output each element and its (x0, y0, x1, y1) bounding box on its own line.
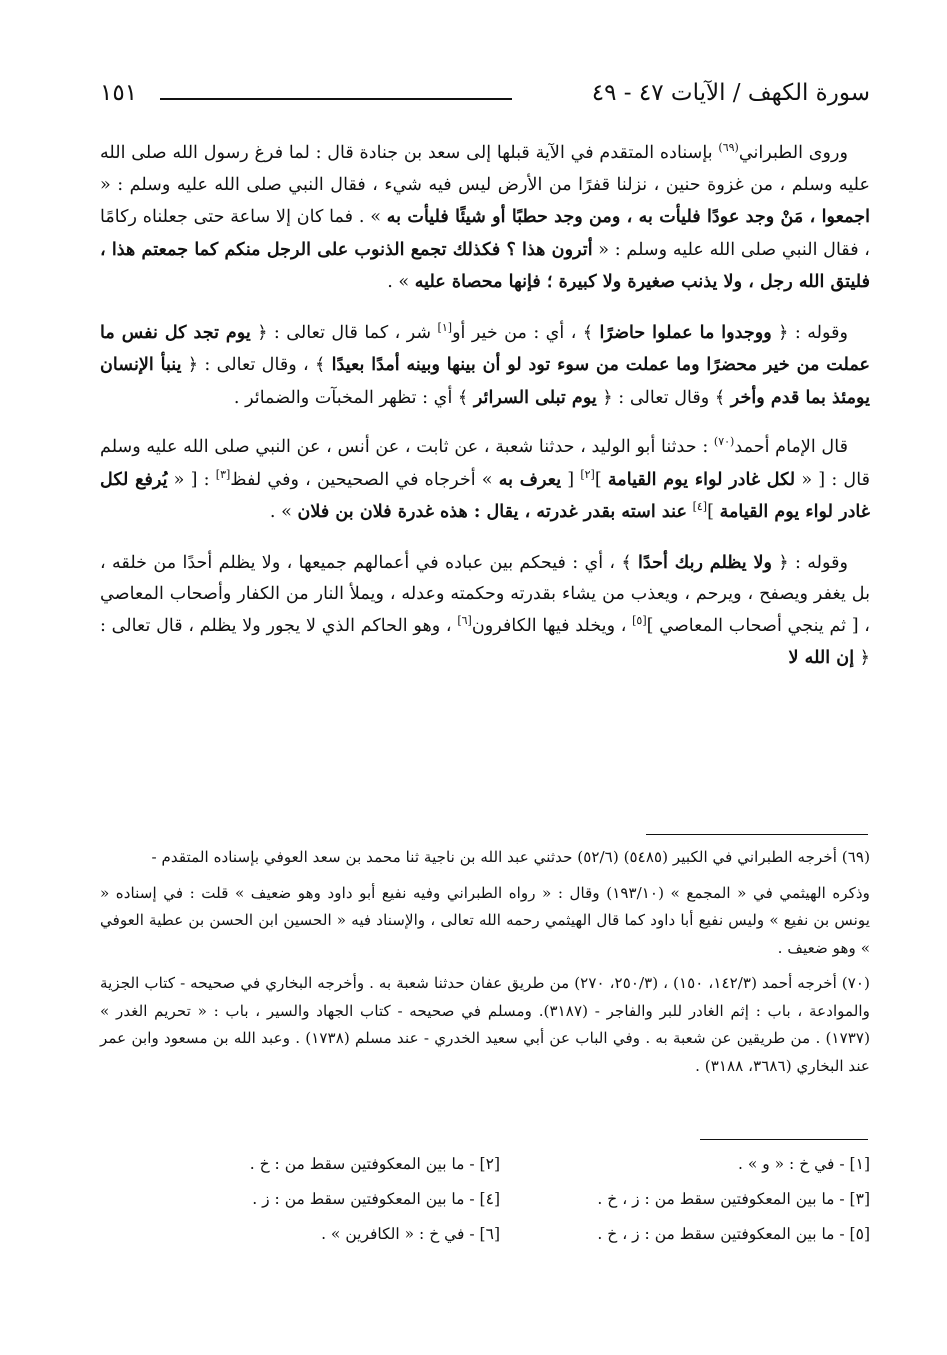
text-run: ] (707, 502, 720, 522)
text-run: ] (594, 469, 608, 490)
footnotes (100, 844, 870, 1088)
footnote-marker: [٢] (580, 467, 595, 481)
quoted-text: ووجدوا ما عملوا حاضرًا (599, 321, 772, 343)
main-text (100, 138, 870, 693)
quoted-text: يعرف به (498, 468, 562, 490)
footnote-marker: [٣] (215, 467, 231, 481)
text-run: بإسناده المتقدم في الآية قبلها إلى سعد بن جنادة قال : لما فرغ رسول الله صلى الله عليه وسلم ، من غزوة حنين ، نزلنا قفرًا من الأرض ليس فيه شيء ، فقال النبي صلى الله عليه وسلم : « (100, 143, 870, 195)
text-run: » . (387, 272, 415, 292)
quoted-text: يُرفع لكل غادر لواء يوم القيامة (100, 468, 870, 522)
paragraph-1 (100, 138, 870, 299)
text-run: [ (561, 469, 581, 490)
manuscript-variants (130, 1150, 870, 1249)
paragraph-2 (100, 317, 870, 415)
quoted-text: أترون هذا ؟ فكذلك تجمع الذنوب على الرجل منكم كما جمعتم هذا ، فليتق الله رجل ، ولا يذنب صغيرة ولا كبيرة ؛ فإنها محصاة عليه (100, 238, 870, 292)
variant-note-6: [٦] - في خ : « الكافرين » . (321, 1225, 500, 1243)
page-header (100, 80, 870, 114)
quoted-text: ولا يظلم ربك أحدًا (638, 551, 773, 573)
footnote-69-continued: وذكره الهيثمي في « المجمع » (١٩٣/١٠) وقال : « رواه الطبراني وفيه نفيع أبو داود وهو ضعيف » قلت : في إسناده « يونس بن نفيع » وليس نفيع أبا داود كما قال الهيثمي رحمه الله تعالى ، والإسناد فيه « الحسين ابن الحسن بن عطية العوفي » وهو ضعيف . (100, 883, 870, 957)
text-run: : حدثنا أبو الوليد ، حدثنا شعبة ، عن ثابت ، عن أنس ، عن النبي صلى الله عليه وسلم قال : [ « (100, 437, 870, 490)
footnote-marker: [٥] (632, 613, 647, 627)
text-run: وقوله : ﴿ (771, 322, 848, 343)
page-number: ١٥١ (100, 80, 138, 106)
variant-note-4: [٤] - ما بين المعكوفتين سقط من : ز . (252, 1190, 500, 1208)
quoted-text: لكل غادر لواء يوم القيامة (607, 468, 796, 490)
text-run: قال الإمام أحمد (734, 437, 848, 457)
text-run: : [ « (167, 469, 216, 490)
variants-divider (700, 1139, 868, 1140)
surah-title: سورة الكهف / الآيات ٤٧ - ٤٩ (591, 80, 870, 106)
text-run: ﴾ ، أي : من خير أو (452, 322, 600, 343)
quoted-text: يوم تبلى السرائر (473, 386, 597, 408)
text-run: ، وهو الحاكم الذي لا يجور ولا يظلم ، قال تعالى : ﴿ (100, 615, 870, 668)
text-run: ﴾ أي : تظهر المخبآت والضمائر . (233, 387, 474, 408)
quoted-text: ينبأ الإنسان يومئذ بما قدم وأخر (100, 354, 870, 408)
text-run: » . فما كان إلا ساعة حتى جعلناه ركامًا ، فقال النبي صلى الله عليه وسلم : « (100, 207, 870, 260)
text-run: ﴾ ، وقال تعالى : ﴿ (181, 355, 332, 375)
text-run: شر ، كما قال تعالى : ﴿ (250, 322, 438, 343)
variant-note-1: [١] - في خ : « و » . (737, 1155, 870, 1173)
quoted-text: اجمعوا ، مَنْ وجد عودًا فليأت به ، ومن وجد حطبًا أو شيئًا فليأت به (386, 206, 871, 227)
text-run: ﴾ وقال تعالى : ﴿ (596, 387, 731, 408)
footnote-marker: [٦] (457, 613, 472, 627)
footnote-70: (٧٠) أخرجه أحمد (١٤٢/٣، ١٥٠) ، (٢٥٠/٣، ٢٧٠) من طريق عفان حدثنا شعبة به . وأخرجه البخاري في صحيحه - كتاب الجزية والموادعة ، باب : إثم الغادر للبر والفاجر - (٣١٨٧). ومسلم في صحيحه - كتاب الجهاد والسير ، باب : « تحريم الغدر » (١٧٣٧) . من طريقين عن شعبة به . وفي الباب عن أبي سعيد الخدري - عند مسلم (١٧٣٨) . وعبد الله بن مسعود وابن عمر عند البخاري (٣٦٨٦، ٣١٨٨) . (100, 974, 870, 1075)
text-run: وقوله : ﴿ (772, 552, 848, 573)
quoted-text: إن الله لا (788, 647, 855, 668)
text-run: ﴾ ، أي : فيحكم بين عباده في أعمالهم جميعها ، ولا يظلم أحدًا من خلقه ، بل يغفر ويصفح ، ويرحم ، ويعذب من يشاء بقدرته وحكمته وعدله ، ويملأ النار من الكفار وأصحاب المعاصي ، [ ثم ينجي أصحاب المعاصي ] (100, 552, 870, 636)
paragraph-4 (100, 547, 870, 675)
footnote-marker: (٦٩) (718, 141, 739, 155)
text-run: وروى الطبراني (738, 143, 849, 163)
quoted-text: يوم تجد كل نفس ما عملت من خير محضرًا وما عملت من سوء تود لو أن بينها وبينه أمدًا بعيدًا (100, 321, 870, 375)
variant-note-2: [٢] - ما بين المعكوفتين سقط من : خ . (249, 1155, 500, 1173)
text-run: ، ويخلد فيها الكافرون (471, 615, 633, 636)
text-run: » أخرجاه في الصحيحين ، وفي لفظ (230, 469, 499, 490)
footnote-marker: (٧٠) (713, 435, 735, 449)
variant-note-5: [٥] - ما بين المعكوفتين سقط من : ز ، خ . (597, 1225, 870, 1243)
footnote-69: (٦٩) أخرجه الطبراني في الكبير (٥٤٨٥) (٥٢/٦) حدثني عبد الله بن ناجية ثنا محمد بن سعد العوفي بإسناده المتقدم - (151, 848, 870, 866)
quoted-text: عند استه بقدر غدرته ، يقال : هذه غدرة فلان بن فلان (297, 501, 687, 522)
header-rule (160, 98, 512, 100)
paragraph-3 (100, 432, 870, 529)
variant-note-3: [٣] - ما بين المعكوفتين سقط من : ز ، خ . (597, 1190, 870, 1208)
footnote-marker: [١] (437, 320, 453, 334)
text-run: » . (269, 502, 298, 522)
footnote-marker: [٤] (692, 500, 708, 514)
footnote-divider (646, 834, 868, 835)
